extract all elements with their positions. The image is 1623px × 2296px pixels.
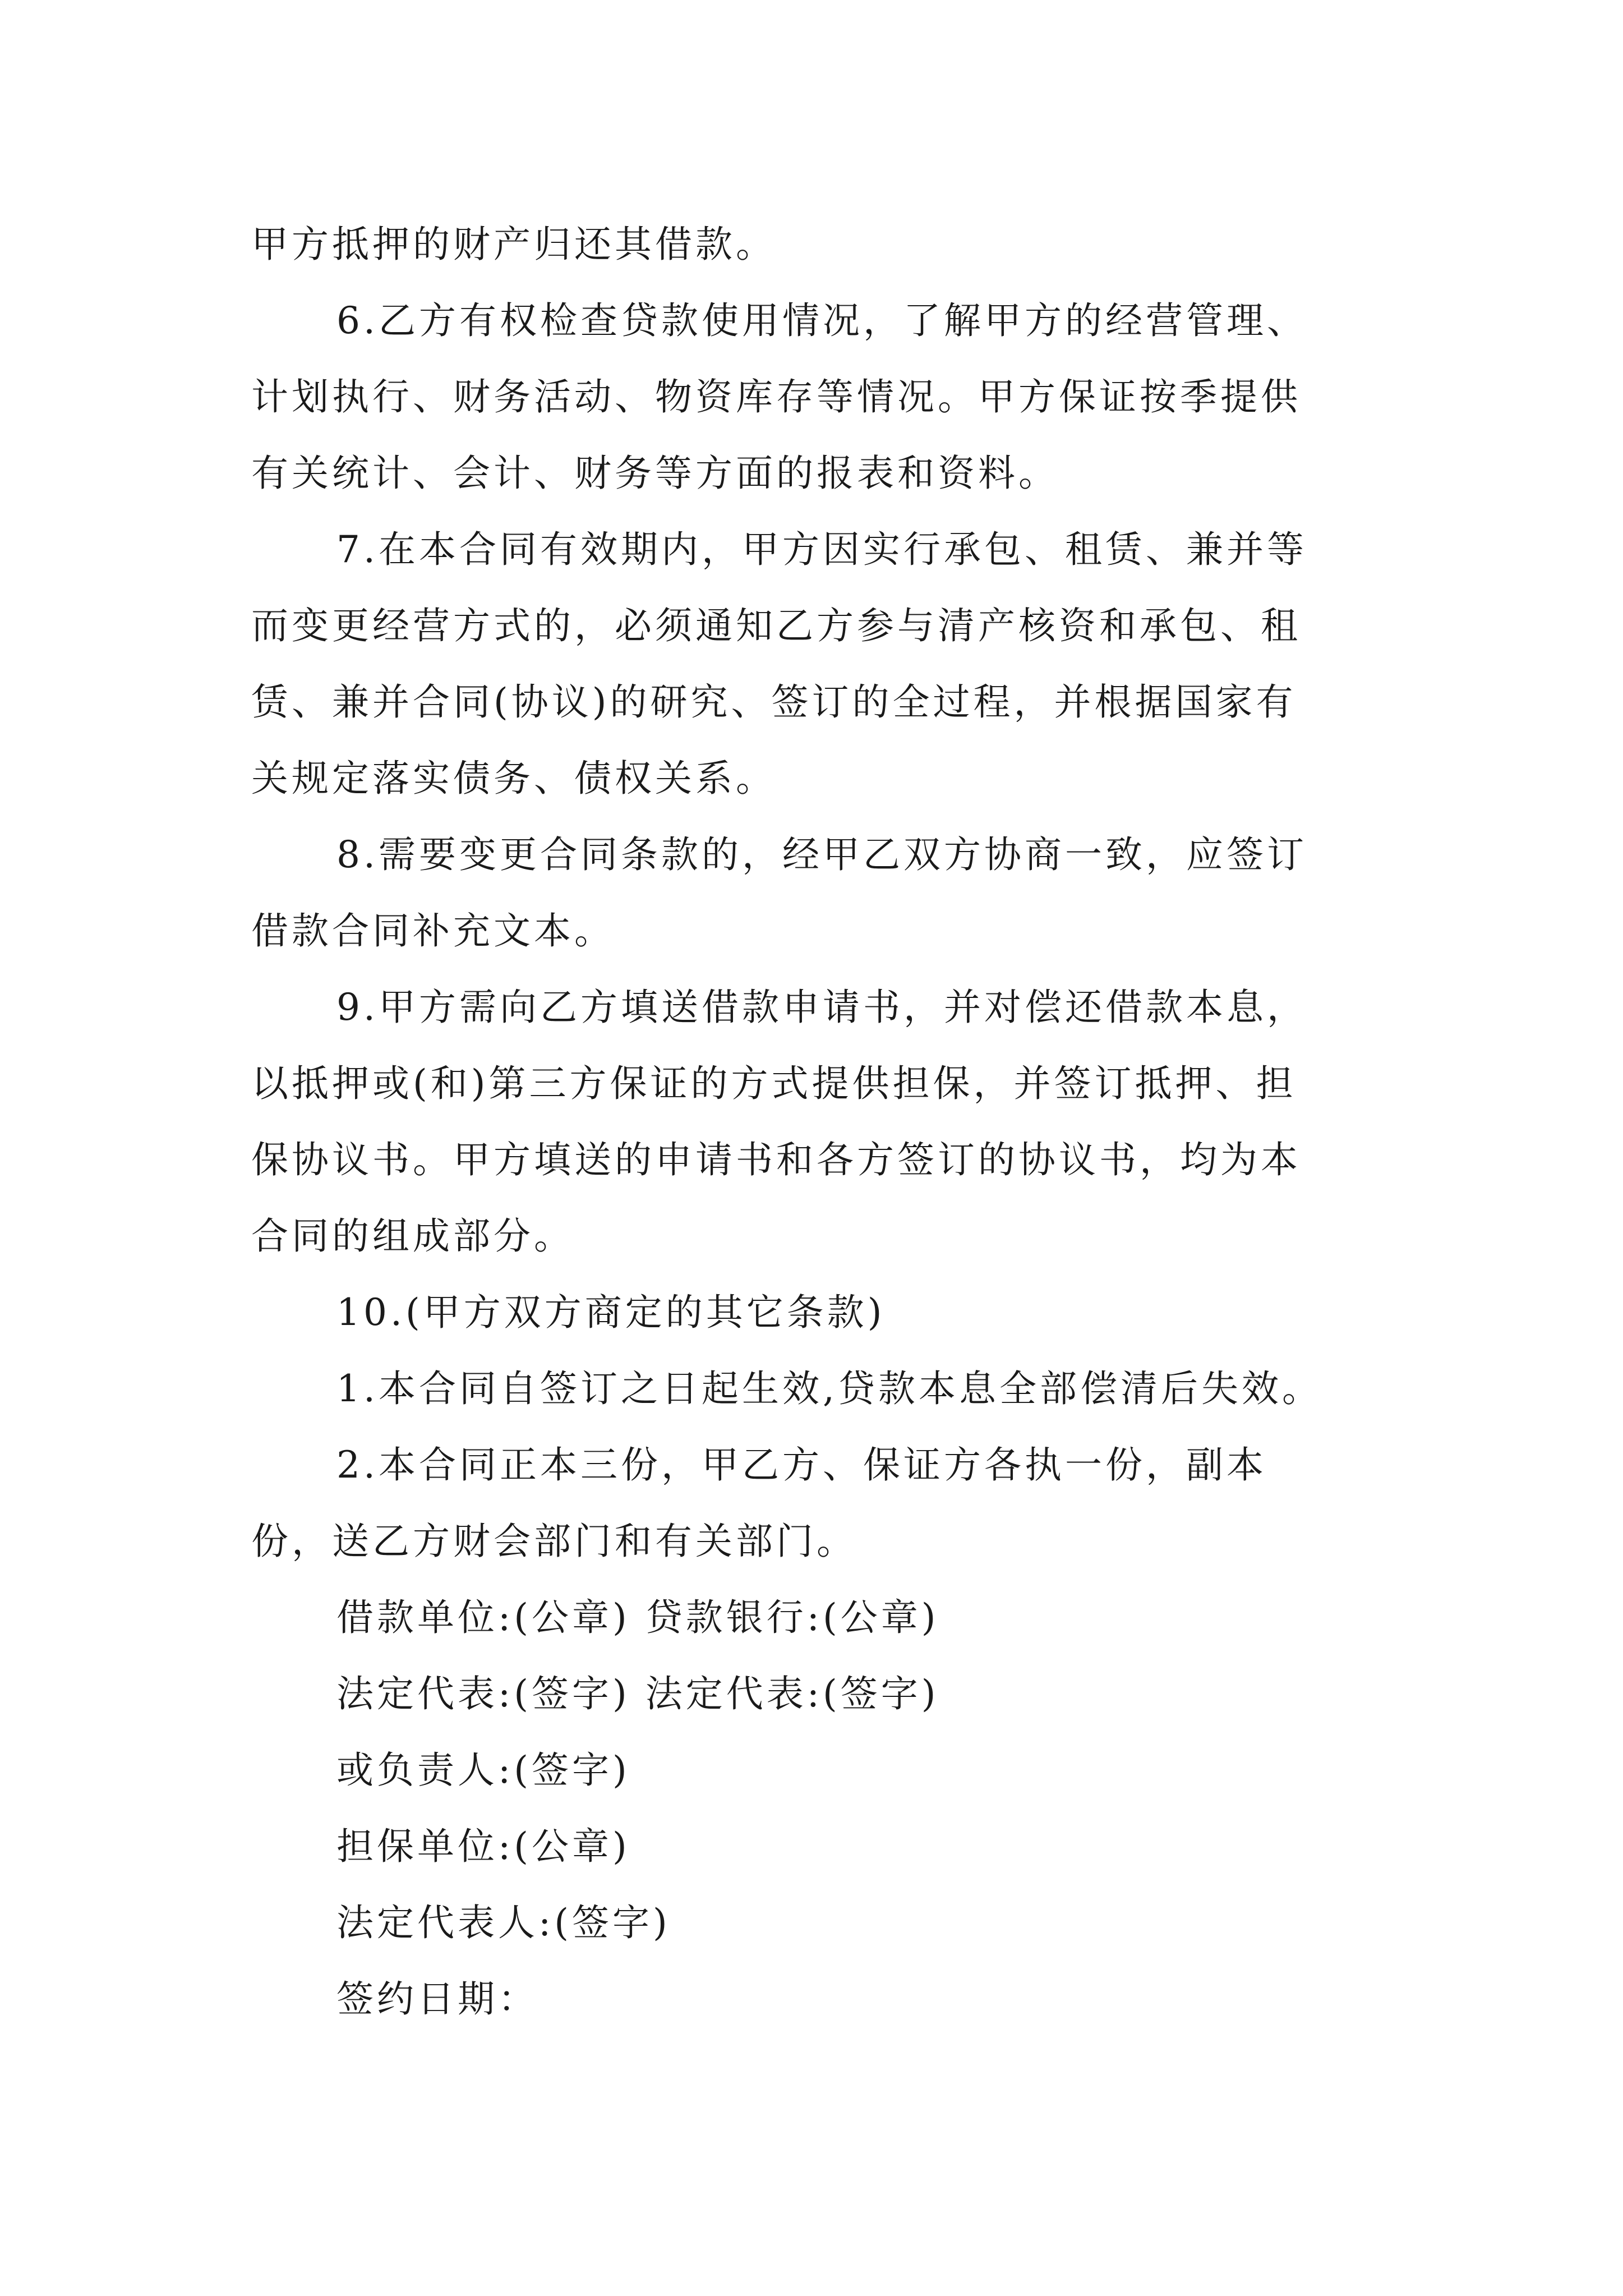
clause-7-line: 7.在本合同有效期内，甲方因实行承包、租赁、兼并等 xyxy=(336,528,1307,571)
text-line: 有关统计、会计、财务等方面的报表和资料。 xyxy=(251,452,1059,495)
signature-legal-rep-line: 法定代表:(签字) 法定代表:(签字) xyxy=(336,1672,939,1715)
signature-borrower-bank-line: 借款单位:(公章) 贷款银行:(公章) xyxy=(336,1596,939,1639)
text-line: 而变更经营方式的，必须通知乙方参与清产核资和承包、租 xyxy=(251,604,1301,647)
text-line: 份，送乙方财会部门和有关部门。 xyxy=(251,1520,857,1563)
clause-9-line: 9.甲方需向乙方填送借款申请书，并对偿还借款本息， xyxy=(336,986,1307,1029)
signing-date-line: 签约日期： xyxy=(336,1977,538,2021)
text-line: 赁、兼并合同(协议)的研究、签订的全过程，并根据国家有 xyxy=(251,680,1297,724)
effective-clause-line: 1.本合同自签订之日起生效,贷款本息全部偿清后失效。 xyxy=(336,1367,1322,1410)
signature-guarantor-line: 担保单位:(公章) xyxy=(336,1825,630,1868)
clause-10-line: 10.(甲方双方商定的其它条款) xyxy=(336,1291,886,1334)
text-line: 合同的组成部分。 xyxy=(251,1214,574,1258)
contract-text-body xyxy=(251,206,1401,2037)
text-line: 借款合同补充文本。 xyxy=(251,909,615,953)
signature-responsible-person-line: 或负责人:(签字) xyxy=(336,1749,630,1792)
clause-6-line: 6.乙方有权检查贷款使用情况，了解甲方的经营管理、 xyxy=(336,299,1307,342)
copies-clause-line: 2.本合同正本三份，甲乙方、保证方各执一份，副本 xyxy=(336,1443,1267,1487)
text-line: 关规定落实债务、债权关系。 xyxy=(251,757,776,800)
text-line: 保协议书。甲方填送的申请书和各方签订的协议书，均为本 xyxy=(251,1138,1301,1181)
text-line: 以抵押或(和)第三方保证的方式提供担保，并签订抵押、担 xyxy=(251,1062,1297,1105)
signature-guarantor-rep-line: 法定代表人:(签字) xyxy=(336,1901,671,1944)
text-line: 计划执行、财务活动、物资库存等情况。甲方保证按季提供 xyxy=(251,375,1301,418)
text-line: 甲方抵押的财产归还其借款。 xyxy=(251,223,776,266)
clause-8-line: 8.需要变更合同条款的，经甲乙双方协商一致，应签订 xyxy=(336,833,1307,876)
